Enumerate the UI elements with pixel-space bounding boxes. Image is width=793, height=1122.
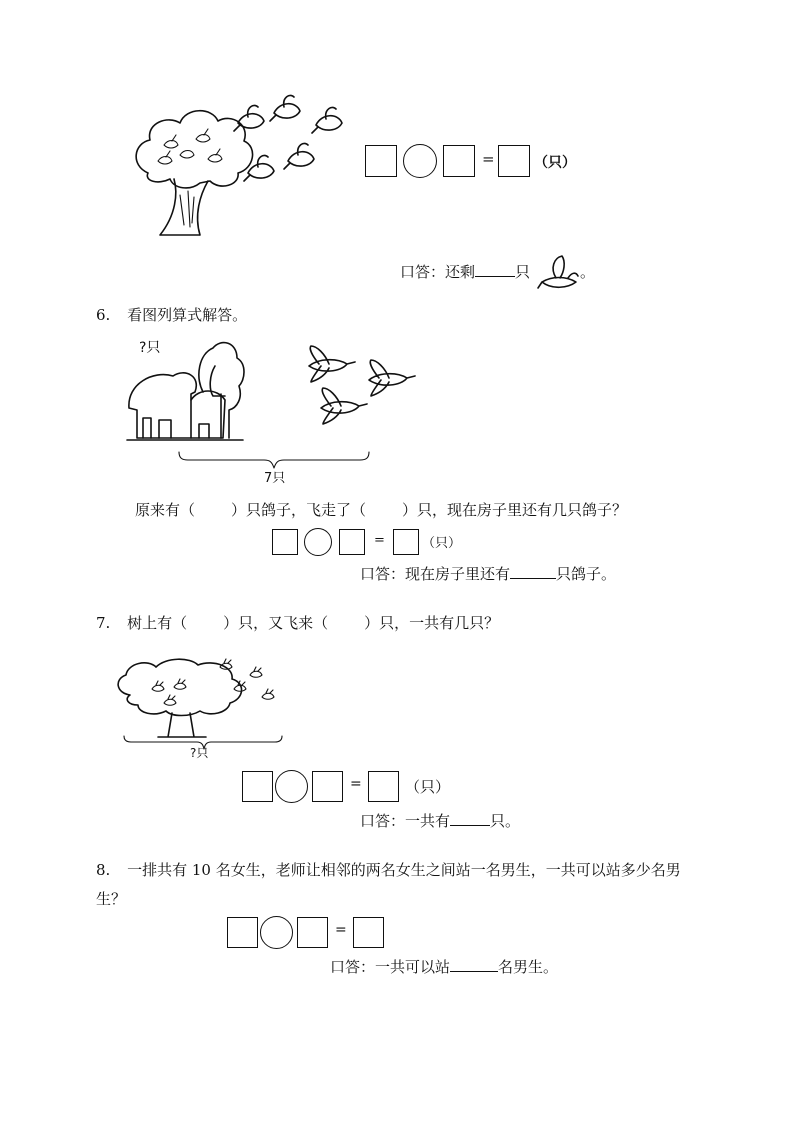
question-number: 6.: [96, 306, 111, 324]
q5-answer-line: [400, 262, 530, 282]
operator-circle[interactable]: [403, 144, 437, 178]
operator-circle[interactable]: [260, 916, 293, 949]
unknown-count-label: ?只: [139, 340, 161, 356]
q6-question: 原来有（ ）只鸽子，飞走了（ ）只，现在房子里还有几只鸽子？: [135, 501, 628, 519]
equals-sign: =: [482, 150, 495, 168]
operator-circle[interactable]: [304, 528, 332, 556]
result-box[interactable]: [498, 145, 530, 177]
answer-prefix: 口答：还剩: [400, 263, 476, 281]
q6-heading: [96, 305, 247, 325]
answer-box[interactable]: [227, 917, 258, 948]
result-box[interactable]: [368, 771, 399, 802]
answer-end: 。: [580, 263, 596, 281]
answer-blank[interactable]: [510, 578, 556, 579]
answer-unit: 只: [515, 263, 531, 281]
q8-question: [96, 860, 681, 880]
question-title: 看图列算式解答。: [127, 306, 248, 324]
question-text-line1: 一排共有 10 名女生，老师让相邻的两名女生之间站一名男生，一共可以站多少名男: [127, 861, 681, 879]
tree-with-birds-illustration: [110, 655, 300, 745]
house-and-doves-illustration: [125, 336, 425, 466]
q8-answer-line: 口答：一共可以站 名男生。: [330, 958, 559, 976]
result-box[interactable]: [393, 529, 419, 555]
answer-box[interactable]: [272, 529, 298, 555]
total-brace: [178, 450, 378, 470]
tree-with-birds-illustration: [128, 95, 368, 245]
unit-label: （只）: [422, 536, 462, 551]
question-number: 7.: [96, 614, 111, 632]
answer-box[interactable]: [312, 771, 343, 802]
equals-sign: =: [374, 533, 385, 548]
answer-blank[interactable]: [450, 825, 490, 826]
q6-answer-line: 口答：现在房子里还有 只鸽子。: [360, 565, 617, 583]
result-box[interactable]: [353, 917, 384, 948]
unit-label: （只）: [405, 778, 451, 796]
answer-box[interactable]: [443, 145, 475, 177]
answer-blank[interactable]: [450, 971, 498, 972]
unit-label: （只）: [534, 155, 576, 171]
answer-box[interactable]: [297, 917, 328, 948]
answer-box[interactable]: [242, 771, 273, 802]
operator-circle[interactable]: [275, 770, 308, 803]
question-text-line2: 生？: [96, 890, 127, 908]
bird-icon: [538, 254, 582, 294]
question-number: 8.: [96, 861, 111, 879]
total-count-label: ?只: [190, 746, 209, 760]
q7-heading: 7. 树上有（ ）只，又飞来（ ）只，一共有几只？: [96, 614, 500, 632]
equals-sign: =: [350, 776, 362, 792]
answer-box[interactable]: [365, 145, 397, 177]
answer-blank[interactable]: [475, 276, 515, 277]
q7-answer-line: 口答：一共有 只。: [360, 812, 521, 830]
answer-box[interactable]: [339, 529, 365, 555]
total-count-label: 7只: [264, 471, 286, 486]
equals-sign: =: [335, 922, 347, 938]
